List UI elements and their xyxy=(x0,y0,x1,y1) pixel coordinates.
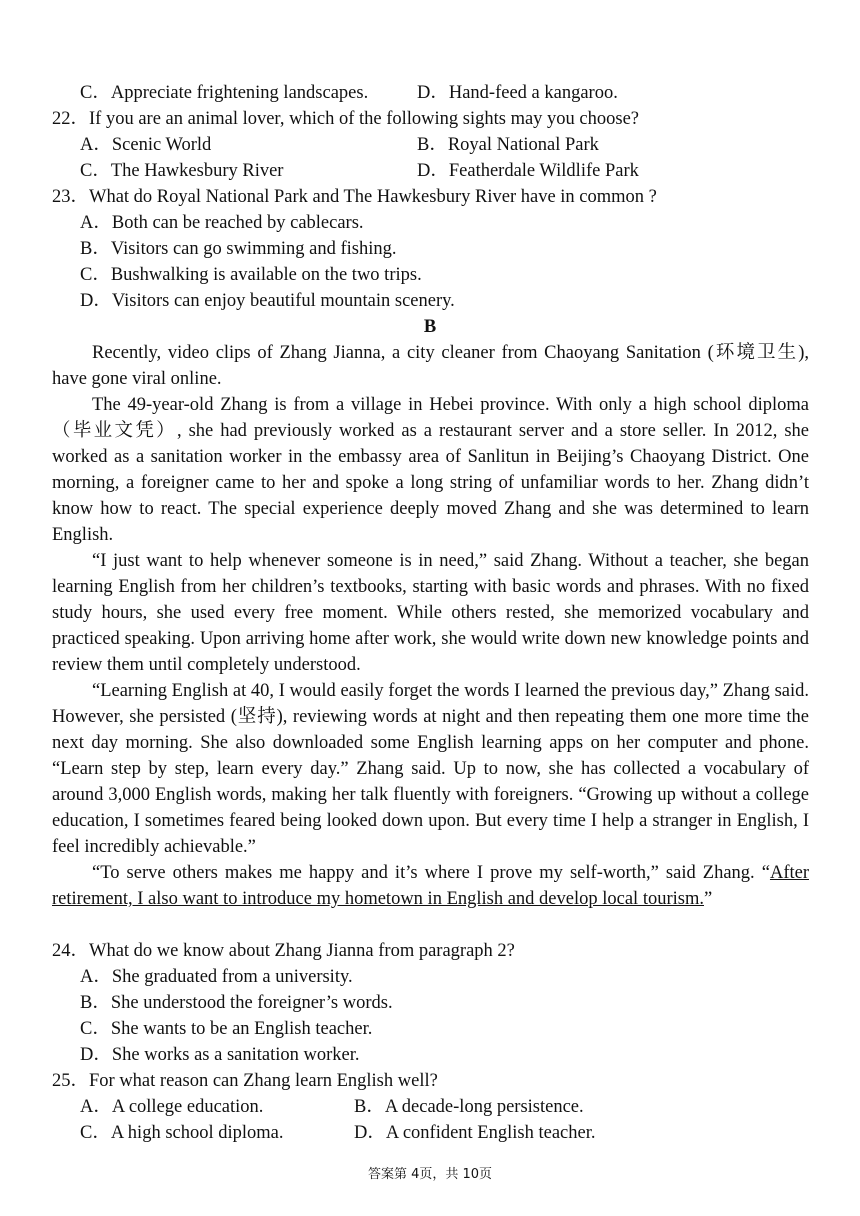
passage-paragraph-4: “Learning English at 40, I would easily forget the words I learned the previous day,” Zhang said. However, she persisted (坚持), reviewing words at night and then repeating them one more time the next day morning. She also downloaded some English learning apps on her computer and phone. “Learn step by step, learn every day.” Zhang said. Up to now, she has collected a vocabulary of around 3,000 English words, making her talk fluently with foreigners. “Growing up without a college education, I sometimes feared being looked down upon. But every time I help a stranger in English, I feel incredibly achievable.” xyxy=(52,681,809,857)
passage-paragraph-3: “I just want to help whenever someone is in need,” said Zhang. Without a teacher, she began learning English from her children’s textbooks, starting with basic words and phrases. With no fixed study hours, she used every free moment. While others rested, she memorized vocabulary and practiced speaking. Upon arriving home after work, she would write down new knowledge points and review them until completely understood. xyxy=(52,551,809,675)
q22-option-b: B．Royal National Park xyxy=(417,135,599,155)
q22-option-c: C．The Hawkesbury River xyxy=(80,161,284,181)
passage-paragraph-5 xyxy=(52,860,809,912)
q25-option-a: A．A college education. xyxy=(80,1097,264,1117)
paragraph-5-text: “To serve others makes me happy and it’s where I prove my self-worth,” said Zhang. “ xyxy=(92,863,770,883)
q25-option-b: B．A decade-long persistence. xyxy=(354,1097,584,1117)
q25-option-d: D．A confident English teacher. xyxy=(354,1123,596,1143)
q22-stem: 22．If you are an animal lover, which of the following sights may you choose? xyxy=(52,109,640,129)
q23-stem: 23．What do Royal National Park and The Hawkesbury River have in common ? xyxy=(52,187,657,207)
q25-stem: 25．For what reason can Zhang learn English well? xyxy=(52,1071,438,1091)
q24-option-d: D．She works as a sanitation worker. xyxy=(80,1045,360,1065)
q24-option-c: C．She wants to be an English teacher. xyxy=(80,1019,373,1039)
q22-option-a: A．Scenic World xyxy=(80,135,212,155)
q23-option-d: D．Visitors can enjoy beautiful mountain scenery. xyxy=(80,291,455,311)
q25-option-c: C．A high school diploma. xyxy=(80,1123,284,1143)
q23-option-b: B．Visitors can go swimming and fishing. xyxy=(80,239,397,259)
section-heading-b: B xyxy=(423,317,437,337)
q24-stem: 24．What do we know about Zhang Jianna from paragraph 2? xyxy=(52,941,515,961)
closing-quote: ” xyxy=(703,889,713,909)
page-footer: 答案第 4页，共 10页 xyxy=(367,1167,493,1182)
underlined-sentence: After retirement, I also want to introduce my hometown in English and develop local tourism. xyxy=(52,863,809,909)
q24-option-b: B．She understood the foreigner’s words. xyxy=(80,993,393,1013)
q23-option-a: A．Both can be reached by cablecars. xyxy=(80,213,364,233)
q22-option-d: D．Featherdale Wildlife Park xyxy=(417,161,639,181)
q21-option-d: D．Hand-feed a kangaroo. xyxy=(417,83,618,103)
passage-paragraph-2: The 49-year-old Zhang is from a village in Hebei province. With only a high school diploma（毕业文凭）, she had previously worked as a restaurant server and a store seller. In 2012, she worked as a sanitation worker in the embassy area of Sanlitun in Beijing’s Chaoyang District. One morning, a foreigner came to her and spoke a long string of unfamiliar words to her. Zhang didn’t know how to react. The special experience deeply moved Zhang and she was determined to learn English. xyxy=(52,395,809,545)
q21-option-c: C．Appreciate frightening landscapes. xyxy=(80,83,369,103)
q24-option-a: A．She graduated from a university. xyxy=(80,967,353,987)
q23-option-c: C．Bushwalking is available on the two trips. xyxy=(80,265,422,285)
passage-paragraph-1: Recently, video clips of Zhang Jianna, a city cleaner from Chaoyang Sanitation (环境卫生), have gone viral online. xyxy=(52,343,809,389)
